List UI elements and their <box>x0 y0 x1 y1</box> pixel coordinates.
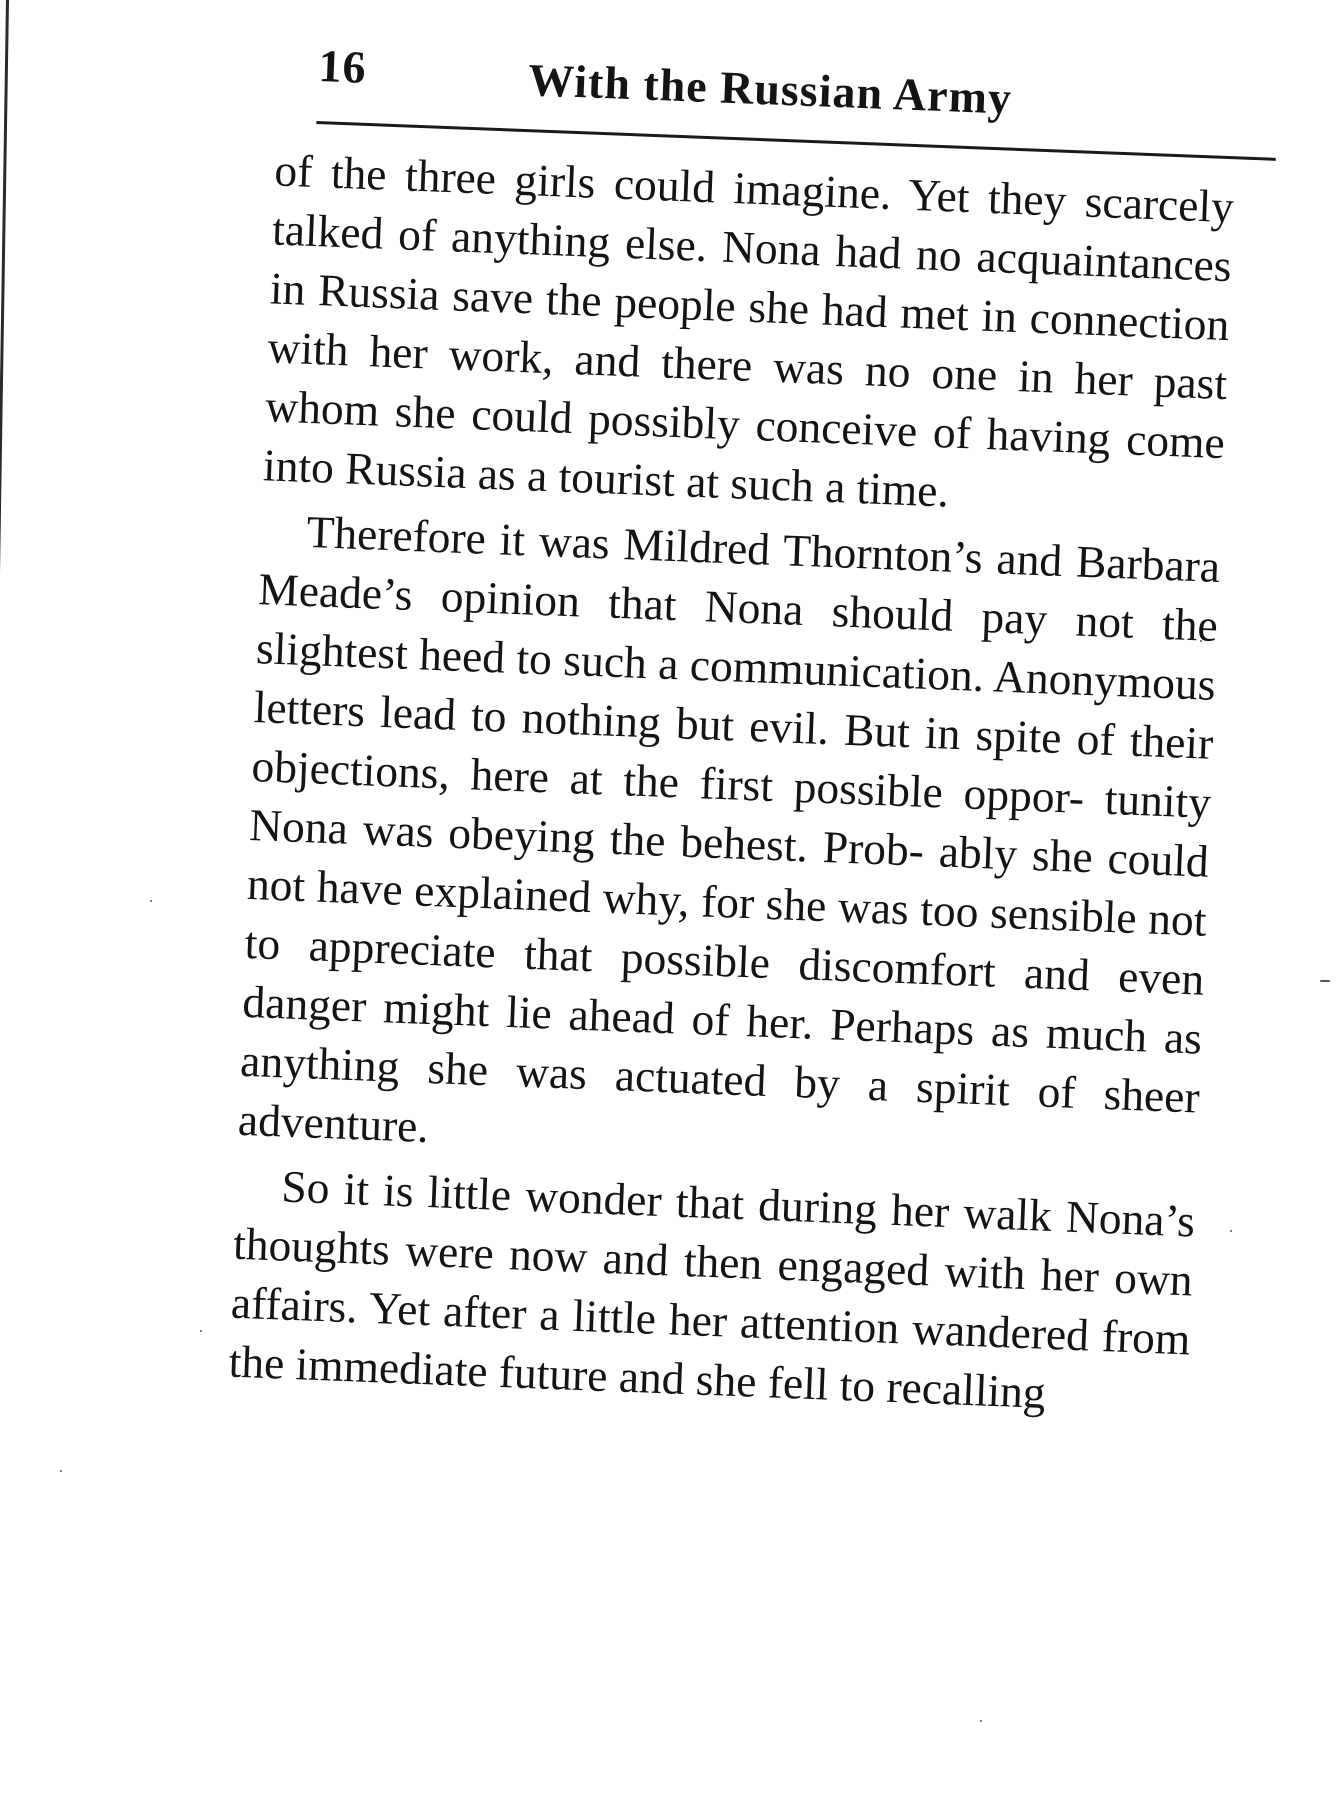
scan-speck <box>60 1470 62 1472</box>
paragraph-continued: of the three girls could imagine. Yet they scarcely talked of anything else. Nona had no acquaintances in Russia save the people she had met in connection with her work, and there was no one in her past whom she could possibly conceive of having come into Russia as a tourist at such a time. <box>262 144 1235 517</box>
scan-speck <box>980 1720 982 1722</box>
scan-speck <box>150 900 152 902</box>
paragraph: Therefore it was Mildred Thornton’s and Barbara Meade’s opinion that Nona should pay not the slightest heed to such a communication. Anonymous letters lead to nothing but evil. But in spite of their objections, here at the first possible oppor- tunity Nona was obeying the behest. Prob- ably she could not have explained why, for she was too sensible not to appreciate that possible discomfort and even danger might lie ahead of her. Perhaps as much as anything she was actuated by a spirit of sheer adventure. <box>237 505 1222 1153</box>
running-head <box>316 31 1279 161</box>
body-text <box>228 140 1235 1427</box>
scan-edge-line <box>0 0 9 1250</box>
book-page <box>188 28 1280 1429</box>
paragraph: So it is little wonder that during her walk Nona’s thoughts were now and then engaged with her own affairs. Yet after a little her attention wandered from the immediate future and she fell to recalling <box>227 1160 1196 1418</box>
scan-speck <box>1320 980 1330 982</box>
page-number: 16 <box>317 40 368 93</box>
book-title: With the Russian Army <box>527 54 1013 124</box>
